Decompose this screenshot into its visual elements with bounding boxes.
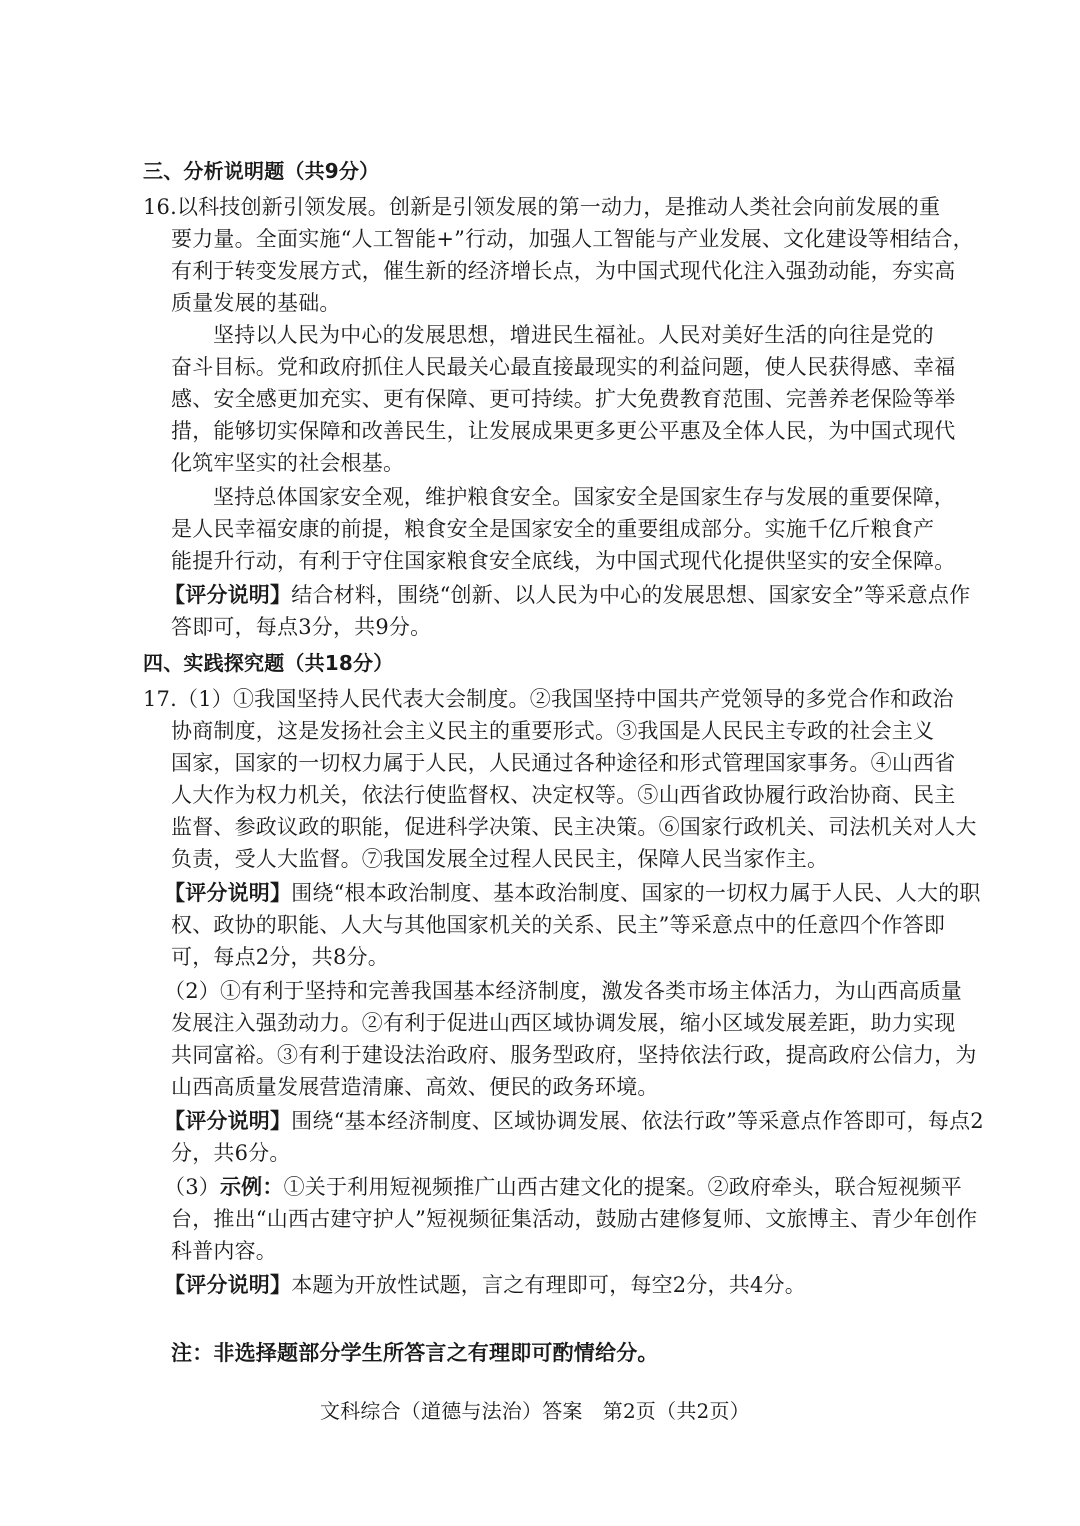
q16-line-12: 能提升行动，有利于守住国家粮食安全底线，为中国式现代化提供坚实的安全保障。 [171,549,956,573]
q17-p1-line-6: 负责，受人大监督。⑦我国发展全过程人民民主，保障人民当家作主。 [171,847,829,871]
q16-line-8: 措，能够切实保障和改善民生，让发展成果更多更公平惠及全体人民，为中国式现代 [171,419,956,443]
q17-eval3-text: 本题为开放性试题，言之有理即可，每空2分，共4分。 [291,1273,806,1297]
q16-line-5: 坚持以人民为中心的发展思想，增进民生福祉。人民对美好生活的向往是党的 [213,323,934,347]
q17-p3-line-1 [164,1172,962,1202]
q17-p1-line-3: 国家，国家的一切权力属于人民，人民通过各种途径和形式管理国家事务。④山西省 [171,751,956,775]
q16-line-7: 感、安全感更加充实、更有保障、更可持续。扩大免费教育范围、完善养老保险等举 [171,387,956,411]
q17-p3-line-2: 台，推出“山西古建守护人”短视频征集活动，鼓励古建修复师、文旅博主、青少年创作 [171,1207,978,1231]
section-3-heading: 三、分析说明题（共9分） [143,159,380,183]
q16-eval-label: 【评分说明】 [164,583,292,607]
q17-eval1-line-3: 可，每点2分，共8分。 [171,945,389,969]
q17-eval1-label: 【评分说明】 [164,881,292,905]
q17-eval1-line-1 [164,878,981,908]
page-footer: 文科综合（道德与法治）答案 第2页（共2页） [320,1399,750,1423]
q16-line-4: 质量发展的基础。 [171,291,341,315]
q17-eval1-text: 围绕“根本政治制度、基本政治制度、国家的一切权力属于人民、人大的职 [291,881,981,905]
q16-eval-line-2: 答即可，每点3分，共9分。 [171,615,432,639]
q17-p1-line-2: 协商制度，这是发扬社会主义民主的重要形式。③我国是人民民主专政的社会主义 [171,719,935,743]
section-4-heading: 四、实践探究题（共18分） [143,651,394,675]
q16-line-1: 16.以科技创新引领发展。创新是引领发展的第一动力，是推动人类社会向前发展的重 [143,195,941,219]
q17-p3-line-3: 科普内容。 [171,1239,277,1263]
q17-eval3-line-1 [164,1270,806,1300]
q17-p2-line-1: （2）①有利于坚持和完善我国基本经济制度，激发各类市场主体活力，为山西高质量 [164,979,962,1003]
q17-eval2-label: 【评分说明】 [164,1109,292,1133]
q17-p1-line-1: 17.（1）①我国坚持人民代表大会制度。②我国坚持中国共产党领导的多党合作和政治 [143,687,954,711]
q17-eval1-line-2: 权、政协的职能、人大与其他国家机关的关系、民主”等采意点中的任意四个作答即 [171,913,946,937]
q16-eval-text: 结合材料，围绕“创新、以人民为中心的发展思想、国家安全”等采意点作 [291,583,971,607]
q16-line-9: 化筑牢坚实的社会根基。 [171,451,405,475]
q17-p2-line-3: 共同富裕。③有利于建设法治政府、服务型政府，坚持依法行政，提高政府公信力，为 [171,1043,977,1067]
q17-p3-prefix: （3） [164,1175,220,1199]
q16-line-10: 坚持总体国家安全观，维护粮食安全。国家安全是国家生存与发展的重要保障， [213,485,955,509]
q17-p2-line-2: 发展注入强劲动力。②有利于促进山西区域协调发展，缩小区域发展差距，助力实现 [171,1011,956,1035]
q17-eval2-line-1 [164,1106,984,1136]
q16-eval-line-1 [164,580,970,610]
q17-p3-text: ①关于利用短视频推广山西古建文化的提案。②政府牵头，联合短视频平 [283,1175,962,1199]
q17-eval3-label: 【评分说明】 [164,1273,292,1297]
q16-line-11: 是人民幸福安康的前提，粮食安全是国家安全的重要组成部分。实施千亿斤粮食产 [171,517,935,541]
q17-p1-line-5: 监督、参政议政的职能，促进科学决策、民主决策。⑥国家行政机关、司法机关对人大 [171,815,977,839]
q16-line-6: 奋斗目标。党和政府抓住人民最关心最直接最现实的利益问题，使人民获得感、幸福 [171,355,956,379]
q17-p1-line-4: 人大作为权力机关，依法行使监督权、决定权等。⑤山西省政协履行政治协商、民主 [171,783,956,807]
q17-p2-line-4: 山西高质量发展营造清廉、高效、便民的政务环境。 [171,1075,659,1099]
q16-line-3: 有利于转变发展方式，催生新的经济增长点，为中国式现代化注入强劲动能，夯实高 [171,259,956,283]
q17-p3-example-label: 示例： [219,1175,284,1199]
grading-note: 注：非选择题部分学生所答言之有理即可酌情给分。 [171,1341,659,1365]
q17-eval2-line-2: 分，共6分。 [171,1141,291,1165]
q17-eval2-text: 围绕“基本经济制度、区域协调发展、依法行政”等采意点作答即可，每点2 [291,1109,984,1133]
q16-line-2: 要力量。全面实施“人工智能+”行动，加强人工智能与产业发展、文化建设等相结合， [171,227,974,251]
